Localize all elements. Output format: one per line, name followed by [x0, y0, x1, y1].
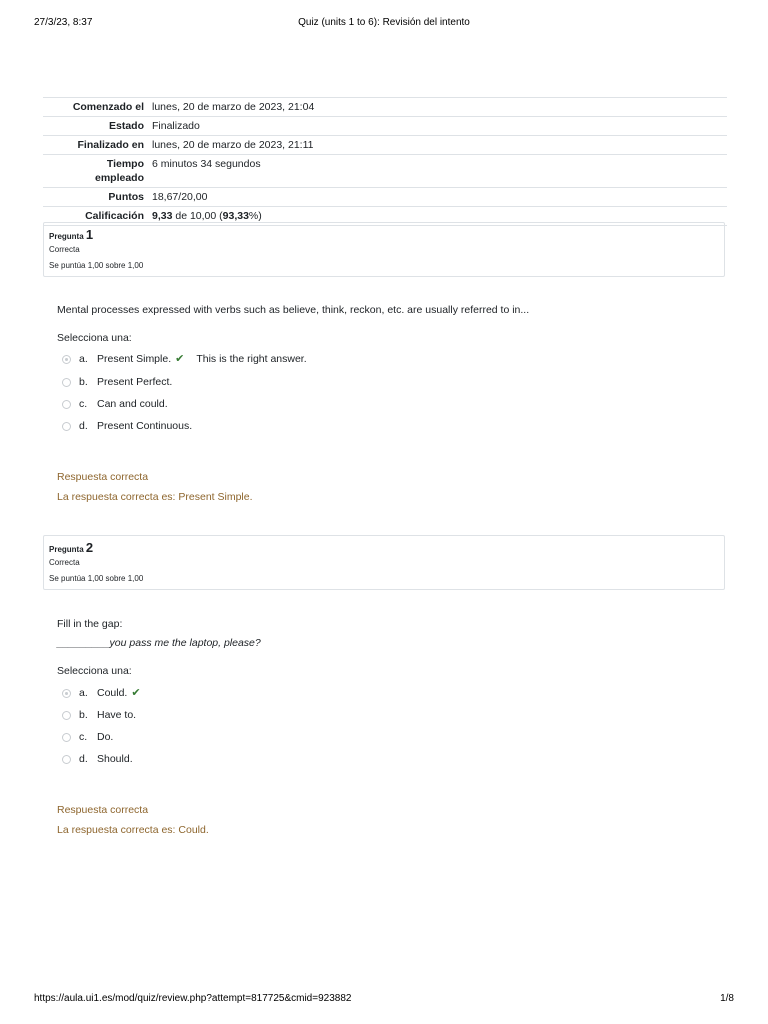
- radio-icon[interactable]: [62, 733, 71, 742]
- attempt-summary-table: [43, 97, 727, 226]
- question-number: [49, 540, 719, 555]
- summary-row-started: [43, 98, 727, 117]
- summary-label: Estado: [43, 117, 148, 136]
- answer-option-a[interactable]: [62, 686, 141, 700]
- radio-icon[interactable]: [62, 755, 71, 764]
- option-letter: d.: [79, 420, 88, 432]
- radio-icon[interactable]: [62, 378, 71, 387]
- option-text: Can and could.: [97, 398, 168, 410]
- question-num: 1: [85, 227, 94, 242]
- radio-icon[interactable]: [62, 689, 71, 698]
- question-text: Mental processes expressed with verbs such as believe, think, reckon, etc. are usually referred to in...: [57, 304, 530, 316]
- summary-label: Finalizado en: [43, 136, 148, 155]
- answer-option-a[interactable]: [62, 352, 307, 366]
- feedback-result: Respuesta correcta: [57, 471, 149, 483]
- summary-value: 6 minutos 34 segundos: [148, 155, 727, 188]
- radio-icon[interactable]: [62, 422, 71, 431]
- question-label: Pregunta: [49, 545, 84, 554]
- summary-label-line: empleado: [94, 172, 144, 184]
- feedback-right-answer: La respuesta correcta es: Could.: [57, 824, 209, 836]
- feedback-right-answer: La respuesta correcta es: Present Simple.: [57, 491, 253, 503]
- check-icon: ✔: [175, 353, 185, 365]
- answer-prompt: Selecciona una:: [57, 332, 132, 344]
- summary-value: 18,67/20,00: [148, 188, 727, 207]
- option-letter: c.: [79, 398, 88, 410]
- summary-value: Finalizado: [148, 117, 727, 136]
- page-number: 1/8: [720, 993, 734, 1004]
- summary-label: [43, 155, 148, 188]
- grade-percent: 93,33: [222, 210, 249, 222]
- answer-option-c[interactable]: [62, 397, 168, 411]
- option-letter: a.: [79, 353, 88, 365]
- right-answer-note: This is the right answer.: [196, 353, 307, 365]
- summary-row-state: [43, 117, 727, 136]
- question-info-1: [43, 222, 725, 277]
- print-url[interactable]: https://aula.ui1.es/mod/quiz/review.php?attempt=817725&cmid=923882: [34, 993, 352, 1004]
- question-number: [49, 227, 719, 242]
- summary-label-line: Tiempo: [106, 158, 144, 170]
- gap-sentence: _________you pass me the laptop, please?: [57, 637, 261, 649]
- answer-prompt: Selecciona una:: [57, 665, 132, 677]
- grade-end: %): [248, 210, 262, 222]
- question-points: Se puntúa 1,00 sobre 1,00: [49, 574, 144, 583]
- answer-option-d[interactable]: [62, 752, 133, 766]
- option-letter: b.: [79, 376, 88, 388]
- question-status: Correcta: [49, 558, 80, 567]
- summary-row-time: [43, 155, 727, 188]
- question-text: Fill in the gap:: [57, 618, 123, 630]
- question-num: 2: [85, 540, 94, 555]
- option-letter: d.: [79, 753, 88, 765]
- question-text-gap: [57, 637, 261, 649]
- check-icon: ✔: [131, 687, 141, 699]
- question-points: Se puntúa 1,00 sobre 1,00: [49, 261, 144, 270]
- print-title: Quiz (units 1 to 6): Revisión del intento: [298, 17, 470, 28]
- summary-label: Calificación: [43, 207, 148, 226]
- option-text: Should.: [97, 753, 133, 765]
- answer-option-c[interactable]: [62, 730, 113, 744]
- print-header: [0, 17, 768, 31]
- option-text: Do.: [97, 731, 114, 743]
- print-date: 27/3/23, 8:37: [34, 17, 93, 28]
- option-text: Present Simple.: [97, 353, 172, 365]
- summary-label: Comenzado el: [43, 98, 148, 117]
- option-text: Could.: [97, 687, 128, 699]
- summary-value: lunes, 20 de marzo de 2023, 21:11: [148, 136, 727, 155]
- grade-score: 9,33: [152, 210, 173, 222]
- summary-label: Puntos: [43, 188, 148, 207]
- answer-option-b[interactable]: [62, 708, 136, 722]
- option-text: Present Perfect.: [97, 376, 173, 388]
- summary-value: lunes, 20 de marzo de 2023, 21:04: [148, 98, 727, 117]
- feedback-result: Respuesta correcta: [57, 804, 149, 816]
- radio-icon[interactable]: [62, 711, 71, 720]
- summary-row-points: [43, 188, 727, 207]
- question-label: Pregunta: [49, 232, 84, 241]
- radio-icon[interactable]: [62, 355, 71, 364]
- option-letter: b.: [79, 709, 88, 721]
- answer-option-b[interactable]: [62, 375, 172, 389]
- option-text: Have to.: [97, 709, 137, 721]
- radio-icon[interactable]: [62, 400, 71, 409]
- option-letter: c.: [79, 731, 88, 743]
- question-status: Correcta: [49, 245, 80, 254]
- grade-middle: de 10,00 (: [172, 210, 223, 222]
- option-text: Present Continuous.: [97, 420, 193, 432]
- summary-row-finished: [43, 136, 727, 155]
- question-info-2: [43, 535, 725, 590]
- option-letter: a.: [79, 687, 88, 699]
- answer-option-d[interactable]: [62, 419, 192, 433]
